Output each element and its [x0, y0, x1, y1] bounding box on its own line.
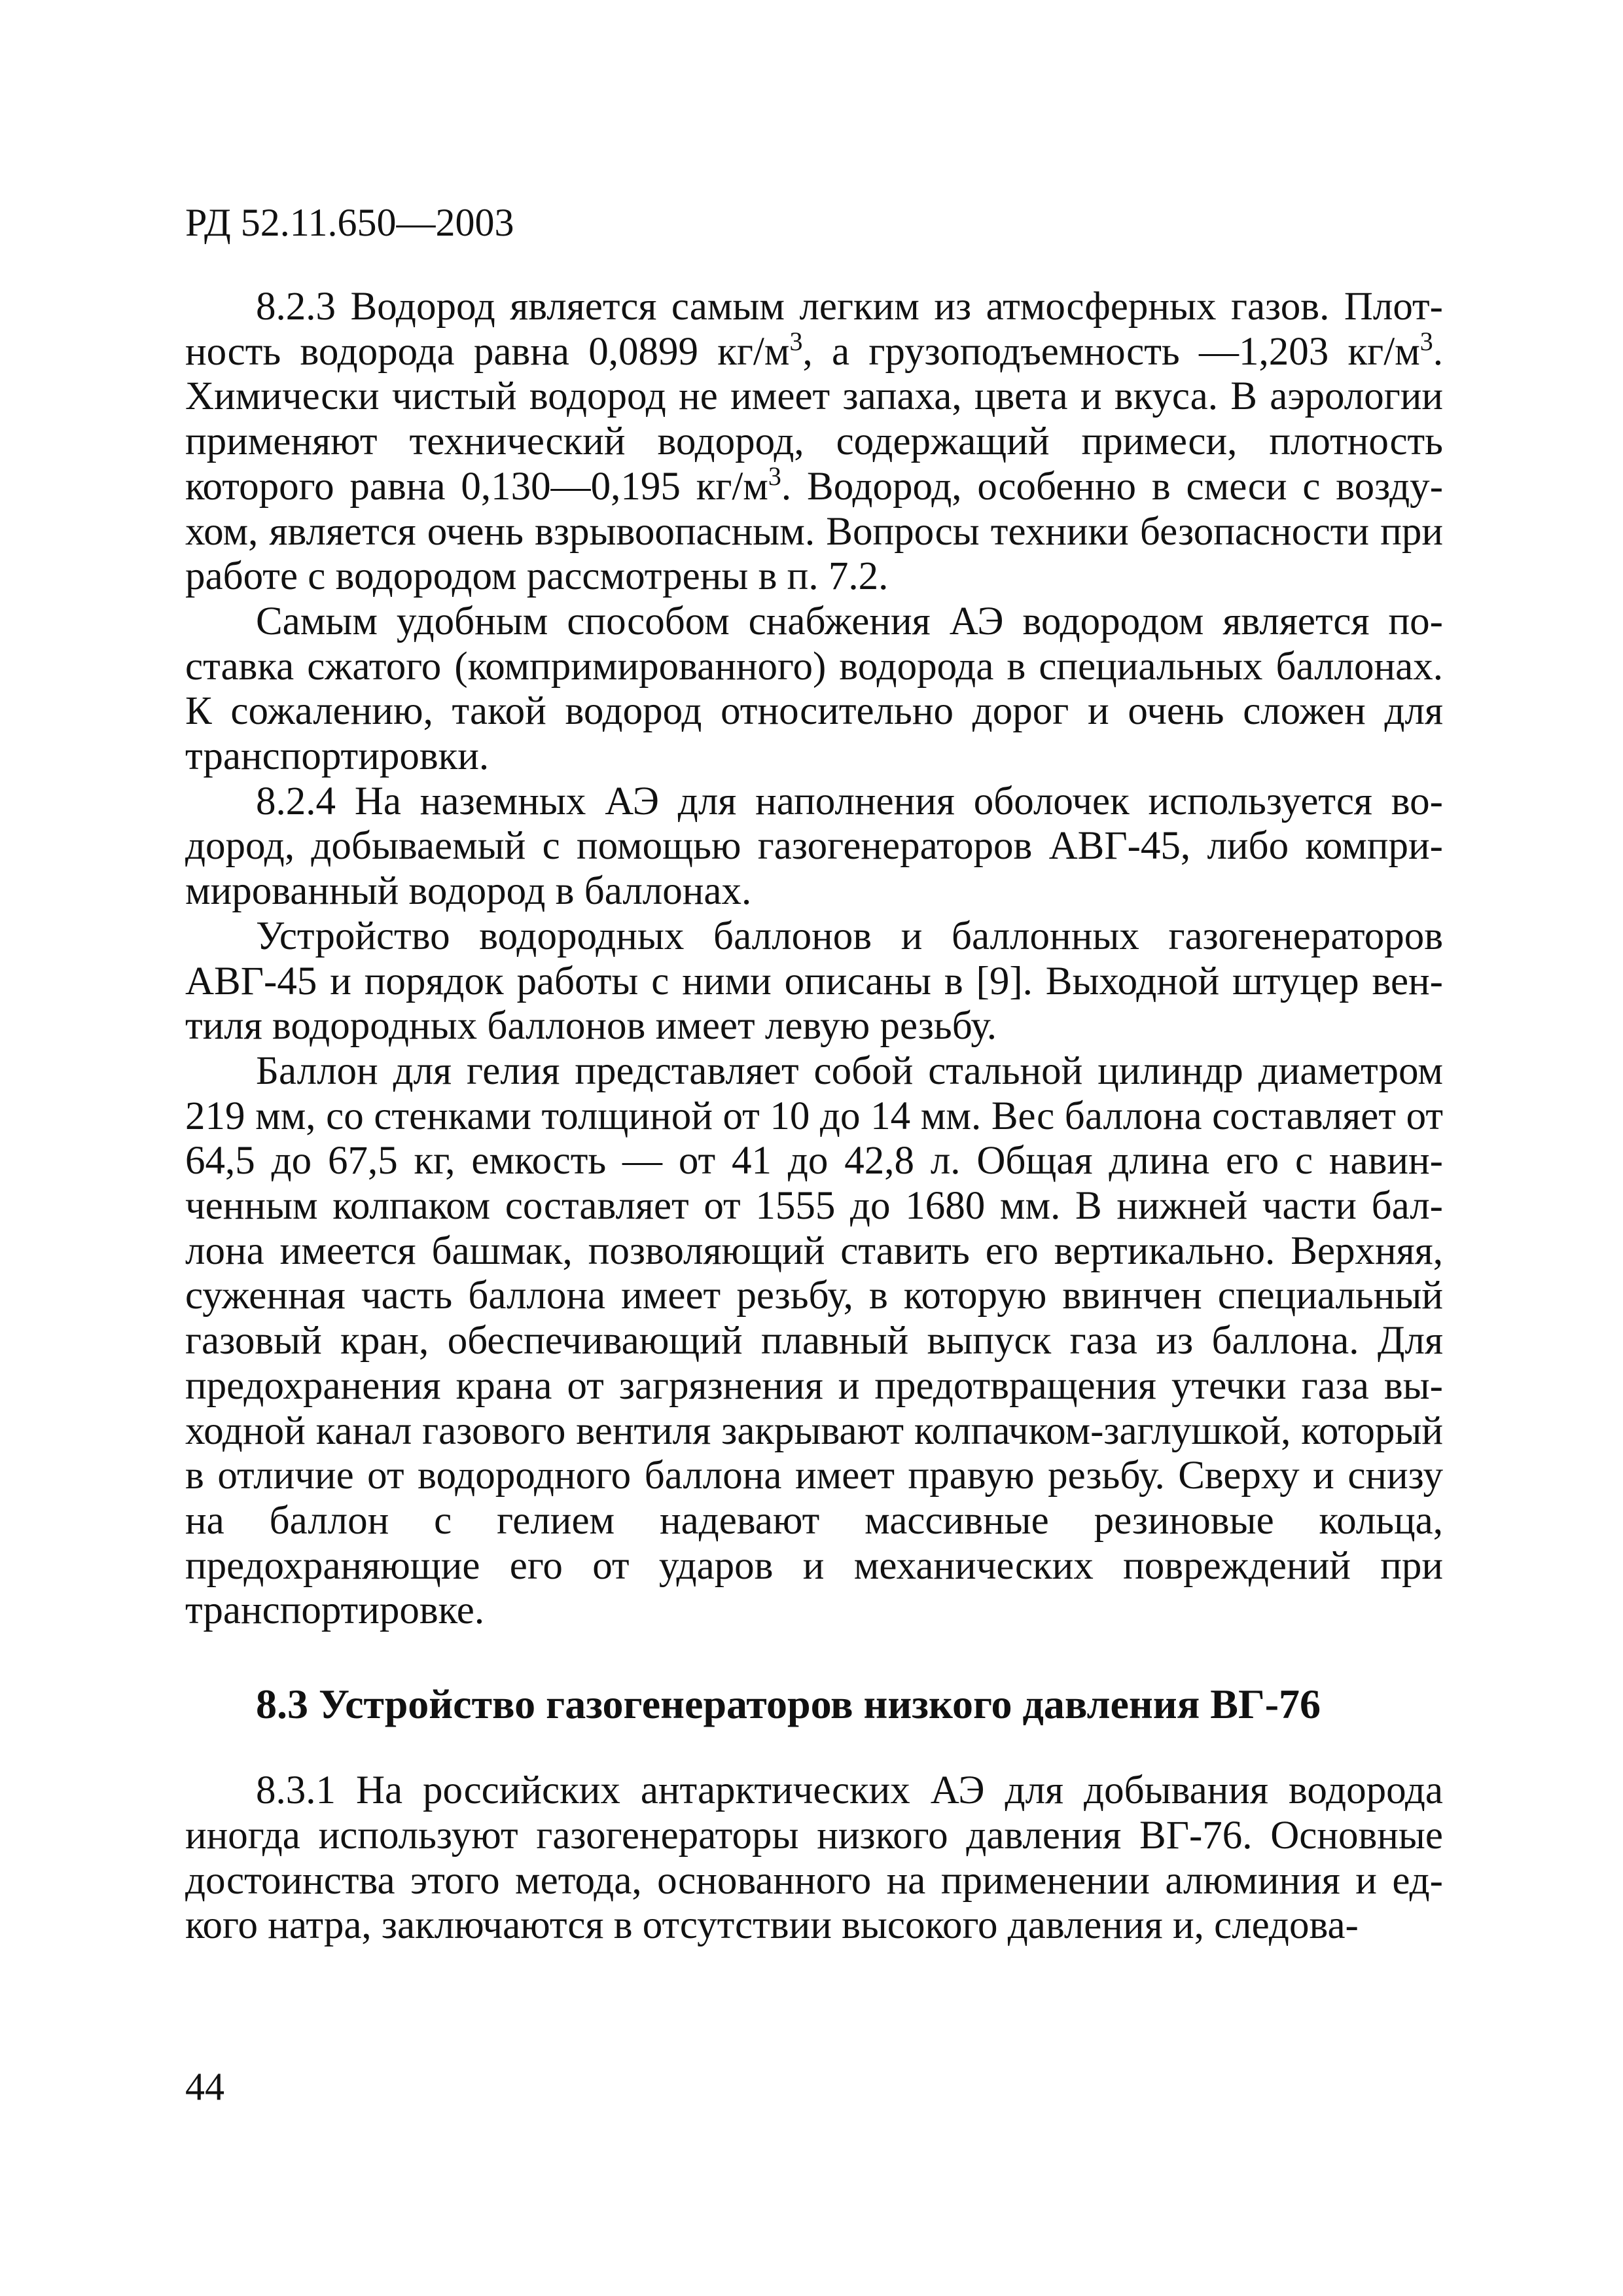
- body-text: [185, 285, 1443, 1948]
- section-heading-8-3: 8.3 Устройство газогенераторов низкого давления ВГ-76: [256, 1681, 1321, 1728]
- paragraph-helium-cylinder: Баллон для гелия представляет собой стальной цилиндр диаметром 219 мм, со стенками толщиной от 10 до 14 мм. Вес баллона составляет от 64,5 до 67,5 кг, емкость — от 41 до 42,8 л. Общая длина его с навинченным колпаком составляет от 1555 до 1680 мм. В нижней части баллона имеется башмак, позволяющий ставить его вертикально. Верхняя, суженная часть баллона имеет резьбу, в которую ввинчен специальный газовый кран, обеспечивающий плавный выпуск газа из баллона. Для предохранения крана от загрязнения и предотвращения утечки газа выходной канал газового вентиля закрывают колпачком-заглушкой, который в отличие от водородного баллона имеет правую резьбу. Сверху и снизу на баллон с гелием надевают массивные резиновые кольца, предохраняющие его от ударов и механических повреждений при транспортировке.: [185, 1049, 1443, 1633]
- page-number: 44: [185, 2065, 224, 2108]
- paragraph-hydrogen-cylinders: Устройство водородных баллонов и баллонных газогенераторов АВГ-45 и порядок работы с ними описаны в [9]. Выходной штуцер вентиля водородных баллонов имеет левую резьбу.: [185, 914, 1443, 1049]
- paragraph-8-2-3: 8.2.3 Водород является самым легким из атмосферных газов. Плотность водорода равна 0,0899 $кг/м^3$, а грузоподъемность —1,203 $кг/м^3$. Химически чистый водород не имеет запаха, цвета и вкуса. В аэрологии применяют технический водород, содержащий примеси, плотность которого равна 0,130—0,195 $кг/м^3$. Водород, особенно в смеси с воздухом, является очень взрывоопасным. Вопросы техники безопасности при работе с водородом рассмотрены в п. 7.2.: [185, 285, 1444, 599]
- paragraph-compressed-hydrogen: Самым удобным способом снабжения АЭ водородом является поставка сжатого (компримированного) водорода в специальных баллонах. К сожалению, такой водород относительно дорог и очень сложен для транспортировки.: [185, 599, 1443, 779]
- running-header: РД 52.11.650—2003: [185, 201, 514, 244]
- paragraph-8-2-4: 8.2.4 На наземных АЭ для наполнения оболочек используется водород, добываемый с помощью газогенераторов АВГ-45, либо компримированный водород в баллонах.: [185, 779, 1443, 914]
- paragraph-8-3-1: 8.3.1 На российских антарктических АЭ для добывания водорода иногда используют газогенераторы низкого давления ВГ-76. Основные достоинства этого метода, основанного на применении алюминия и едкого натра, заключаются в отсутствии высокого давления и, следова-: [185, 1768, 1443, 1948]
